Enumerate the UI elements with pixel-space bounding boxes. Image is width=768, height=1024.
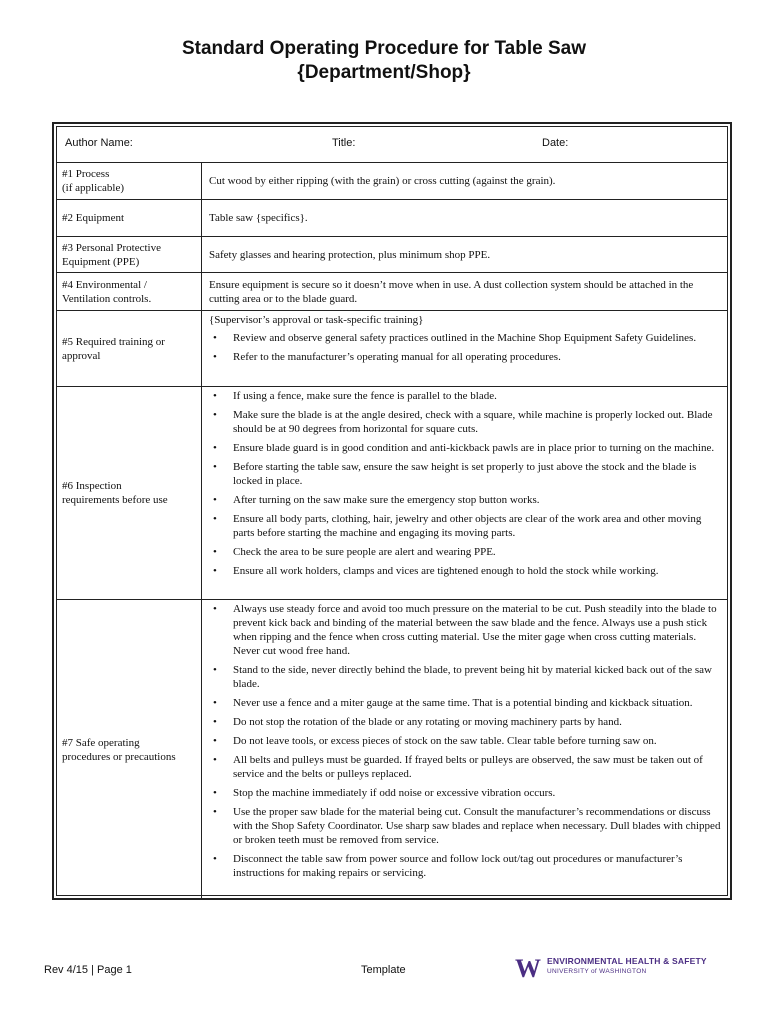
table-row-equipment bbox=[57, 200, 727, 237]
bullet-text: If using a fence, make sure the fence is parallel to the blade. bbox=[233, 390, 497, 402]
row-label: #7 Safe operating procedures or precautions bbox=[57, 600, 202, 899]
row-label: #1 Process (if applicable) bbox=[57, 163, 202, 199]
row-content bbox=[202, 600, 727, 899]
training-intro: {Supervisor’s approval or task-specific training} bbox=[209, 314, 424, 326]
row-label: #2 Equipment bbox=[57, 200, 202, 236]
table-row-safe-operating bbox=[57, 600, 727, 899]
list-item bbox=[209, 564, 721, 578]
bullet-text: Do not stop the rotation of the blade or any rotating or moving machinery parts by hand. bbox=[233, 716, 622, 728]
bullet-icon: • bbox=[213, 853, 217, 865]
bullet-icon: • bbox=[213, 735, 217, 747]
bullet-icon: • bbox=[213, 351, 217, 363]
date-label: Date: bbox=[542, 137, 569, 149]
bullet-text: Stand to the side, never directly behind the blade, to prevent being hit by material kicked back out of the saw blade. bbox=[233, 664, 712, 690]
bullet-icon: • bbox=[213, 664, 217, 676]
bullet-text: Refer to the manufacturer’s operating manual for all operating procedures. bbox=[233, 351, 561, 363]
bullet-text: Before starting the table saw, ensure the saw height is set properly to just above the stock and the blade is locked in place. bbox=[233, 461, 697, 487]
title-line-1: Standard Operating Procedure for Table Saw bbox=[181, 38, 586, 59]
list-item bbox=[209, 696, 721, 710]
list-item bbox=[209, 493, 721, 507]
sop-table bbox=[52, 122, 732, 900]
bullet-text: Ensure all work holders, clamps and vices are tightened enough to hold the stock while working. bbox=[233, 565, 659, 577]
table-row-environmental bbox=[57, 273, 727, 311]
bullet-list bbox=[209, 331, 721, 364]
row-content bbox=[202, 311, 727, 386]
row-label: #3 Personal Protective Equipment (PPE) bbox=[57, 237, 202, 272]
title-label: Title: bbox=[332, 137, 356, 149]
row-content: Safety glasses and hearing protection, plus minimum shop PPE. bbox=[209, 248, 491, 261]
list-item bbox=[209, 460, 721, 488]
title-line-2: {Department/Shop} bbox=[297, 62, 471, 83]
bullet-icon: • bbox=[213, 787, 217, 799]
logo-line-1: ENVIRONMENTAL HEALTH & SAFETY bbox=[547, 956, 707, 966]
list-item bbox=[209, 350, 721, 364]
table-row-process bbox=[57, 163, 727, 200]
bullet-icon: • bbox=[213, 806, 217, 818]
bullet-icon: • bbox=[213, 697, 217, 709]
bullet-icon: • bbox=[213, 603, 217, 615]
bullet-text: All belts and pulleys must be guarded. If frayed belts or pulleys are observed, the saw must be taken out of service and the belts or pulleys replaced. bbox=[233, 754, 703, 780]
bullet-icon: • bbox=[213, 442, 217, 454]
list-item bbox=[209, 786, 721, 800]
list-item bbox=[209, 389, 721, 403]
list-item bbox=[209, 512, 721, 540]
bullet-icon: • bbox=[213, 565, 217, 577]
footer-template: Template bbox=[361, 964, 406, 976]
bullet-icon: • bbox=[213, 513, 217, 525]
row-label: #6 Inspection requirements before use bbox=[57, 387, 202, 599]
uw-logo-icon: W bbox=[515, 954, 541, 983]
list-item bbox=[209, 852, 721, 880]
row-label: #5 Required training or approval bbox=[57, 311, 202, 386]
logo-line-2: UNIVERSITY of WASHINGTON bbox=[547, 968, 647, 975]
list-item bbox=[209, 408, 721, 436]
list-item bbox=[209, 663, 721, 691]
bullet-list bbox=[209, 389, 721, 578]
bullet-text: Always use steady force and avoid too much pressure on the material to be cut. Push steadily into the blade to prevent kick back and binding of the material between the saw blade and the fence. Always use a push stick when ripping and the fence when cross cutting material. Use the miter gage when cross cutting materials. Never cut wood free hand. bbox=[233, 603, 717, 657]
bullet-icon: • bbox=[213, 546, 217, 558]
author-name-label: Author Name: bbox=[65, 137, 133, 149]
bullet-text: Ensure all body parts, clothing, hair, jewelry and other objects are clear of the work area and other moving parts before starting the machine and engaging its moving parts. bbox=[233, 513, 702, 539]
bullet-list bbox=[209, 602, 721, 880]
row-content: Table saw {specifics}. bbox=[209, 212, 308, 224]
list-item bbox=[209, 441, 721, 455]
list-item bbox=[209, 602, 721, 658]
bullet-text: Check the area to be sure people are alert and wearing PPE. bbox=[233, 546, 496, 558]
bullet-icon: • bbox=[213, 332, 217, 344]
bullet-icon: • bbox=[213, 754, 217, 766]
bullet-text: Stop the machine immediately if odd noise or excessive vibration occurs. bbox=[233, 787, 556, 799]
author-row bbox=[57, 127, 727, 163]
bullet-text: Use the proper saw blade for the material being cut. Consult the manufacturer’s recommendations or discuss with the Shop Safety Coordinator. Use sharp saw blades and replace when necessary. Dull blades with chipped or broken teeth must be removed from service. bbox=[233, 806, 721, 846]
bullet-icon: • bbox=[213, 494, 217, 506]
bullet-text: Disconnect the table saw from power source and follow lock out/tag out procedures or manufacturer’s instructions for making repairs or servicing. bbox=[233, 853, 683, 879]
table-row-inspection bbox=[57, 387, 727, 600]
footer-revision: Rev 4/15 | Page 1 bbox=[44, 964, 132, 976]
bullet-text: Do not leave tools, or excess pieces of stock on the saw table. Clear table before turning saw on. bbox=[233, 735, 657, 747]
bullet-text: After turning on the saw make sure the emergency stop button works. bbox=[233, 494, 540, 506]
bullet-icon: • bbox=[213, 390, 217, 402]
bullet-text: Never use a fence and a miter gauge at the same time. That is a potential binding and kickback situation. bbox=[233, 697, 693, 709]
bullet-icon: • bbox=[213, 461, 217, 473]
table-row-ppe bbox=[57, 237, 727, 273]
row-content bbox=[202, 387, 727, 599]
list-item bbox=[209, 331, 721, 345]
list-item bbox=[209, 734, 721, 748]
list-item bbox=[209, 753, 721, 781]
document-title bbox=[0, 37, 768, 85]
bullet-icon: • bbox=[213, 409, 217, 421]
bullet-text: Make sure the blade is at the angle desired, check with a square, while machine is properly locked out. Blade should be at 90 degrees from horizontal for square cuts. bbox=[233, 409, 713, 435]
bullet-text: Ensure blade guard is in good condition and anti-kickback pawls are in place prior to turning on the machine. bbox=[233, 442, 715, 454]
bullet-text: Review and observe general safety practices outlined in the Machine Shop Equipment Safety Guidelines. bbox=[233, 332, 697, 344]
list-item bbox=[209, 805, 721, 847]
list-item bbox=[209, 545, 721, 559]
row-content: Ensure equipment is secure so it doesn’t move when in use. A dust collection system should be attached in the cutting area or to the blade guard. bbox=[209, 278, 694, 305]
ehs-logo bbox=[515, 954, 707, 984]
table-row-training bbox=[57, 311, 727, 387]
row-content: Cut wood by either ripping (with the grain) or cross cutting (against the grain). bbox=[209, 175, 556, 187]
list-item bbox=[209, 715, 721, 729]
bullet-icon: • bbox=[213, 716, 217, 728]
row-label: #4 Environmental / Ventilation controls. bbox=[57, 273, 202, 310]
